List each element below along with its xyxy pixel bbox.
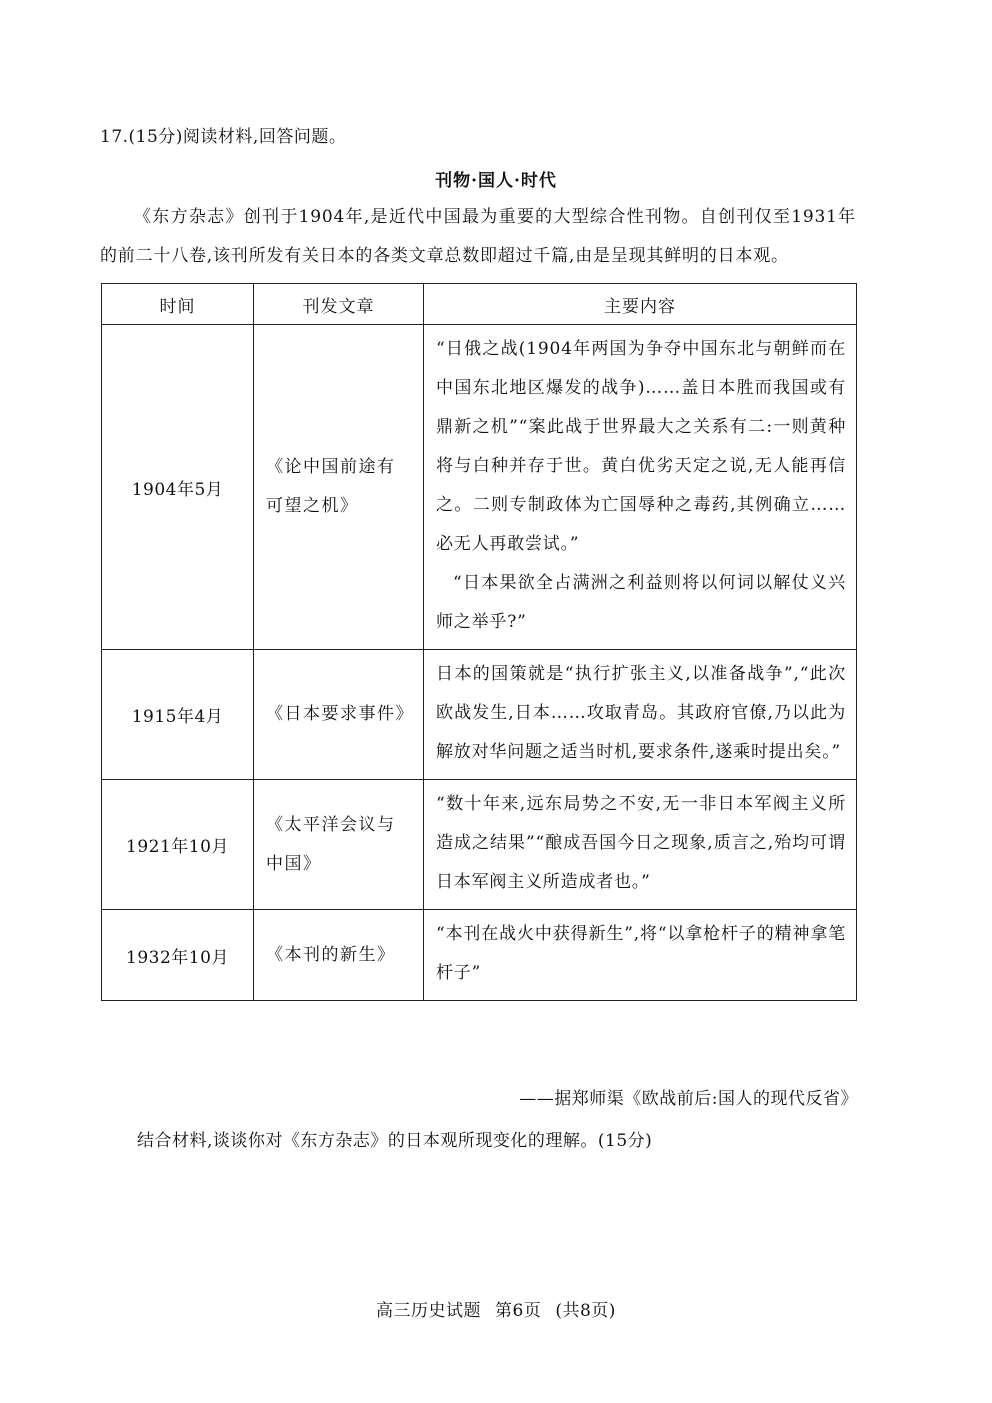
row-time: 1921年10月 xyxy=(102,780,254,910)
page-footer xyxy=(0,1296,992,1321)
row-content xyxy=(424,910,857,1001)
table-row xyxy=(102,780,857,910)
material-subtitle: 刊物·国人·时代 xyxy=(435,171,557,191)
header-time: 时间 xyxy=(102,284,254,325)
question-prompt: 结合材料,谈谈你对《东方杂志》的日本观所现变化的理解。(15分) xyxy=(137,1131,653,1151)
row-content xyxy=(424,650,857,780)
table-header-row xyxy=(102,284,857,325)
header-article: 刊发文章 xyxy=(254,284,424,325)
row-content xyxy=(424,325,857,650)
row-time: 1904年5月 xyxy=(102,325,254,650)
question-header: 17.(15分)阅读材料,回答问题。 xyxy=(100,127,347,147)
footer-page: 第6页 xyxy=(495,1301,542,1321)
material-table xyxy=(101,283,857,1001)
table-row xyxy=(102,325,857,650)
row-time: 1915年4月 xyxy=(102,650,254,780)
content-paragraph: “数十年来,远东局势之不安,无一非日本军阀主义所造成之结果”“酿成吾国今日之现象,质言之,殆均可谓日本军阀主义所造成者也。” xyxy=(436,794,846,892)
header-content: 主要内容 xyxy=(424,284,857,325)
source-citation: ——据郑师渠《欧战前后:国人的现代反省》 xyxy=(519,1089,858,1109)
content-paragraph: “本刊在战火中获得新生”,将“以拿枪杆子的精神拿笔杆子” xyxy=(436,924,846,983)
content-paragraph: 日本的国策就是“执行扩张主义,以准备战争”,“此次欧战发生,日本……攻取青岛。其政府官僚,乃以此为解放对华问题之适当时机,要求条件,遂乘时提出矣。” xyxy=(436,664,846,762)
row-article: 《太平洋会议与中国》 xyxy=(254,780,424,910)
row-article: 《日本要求事件》 xyxy=(254,650,424,780)
table-row xyxy=(102,650,857,780)
row-article: 《本刊的新生》 xyxy=(254,910,424,1001)
content-paragraph: “日本果欲全占满洲之利益则将以何词以解仗义兴师之举乎?” xyxy=(436,573,846,632)
content-paragraph: “日俄之战(1904年两国为争夺中国东北与朝鲜而在中国东北地区爆发的战争)……盖日本胜而我国或有鼎新之机”“案此战于世界最大之关系有二:一则黄种将与白种并存于世。黄白优劣天定之说,无人能再信之。二则专制政体为亡国辱种之毒药,其例确立……必无人再敢尝试。” xyxy=(436,339,846,554)
row-article: 《论中国前途有可望之机》 xyxy=(254,325,424,650)
table-row xyxy=(102,910,857,1001)
footer-subject: 高三历史试题 xyxy=(376,1301,482,1321)
row-time: 1932年10月 xyxy=(102,910,254,1001)
footer-total: (共8页) xyxy=(555,1301,616,1321)
material-intro: 《东方杂志》创刊于1904年,是近代中国最为重要的大型综合性刊物。自创刊仅至1931年的前二十八卷,该刊所发有关日本的各类文章总数即超过千篇,由是呈现其鲜明的日本观。 xyxy=(100,207,856,266)
row-content xyxy=(424,780,857,910)
